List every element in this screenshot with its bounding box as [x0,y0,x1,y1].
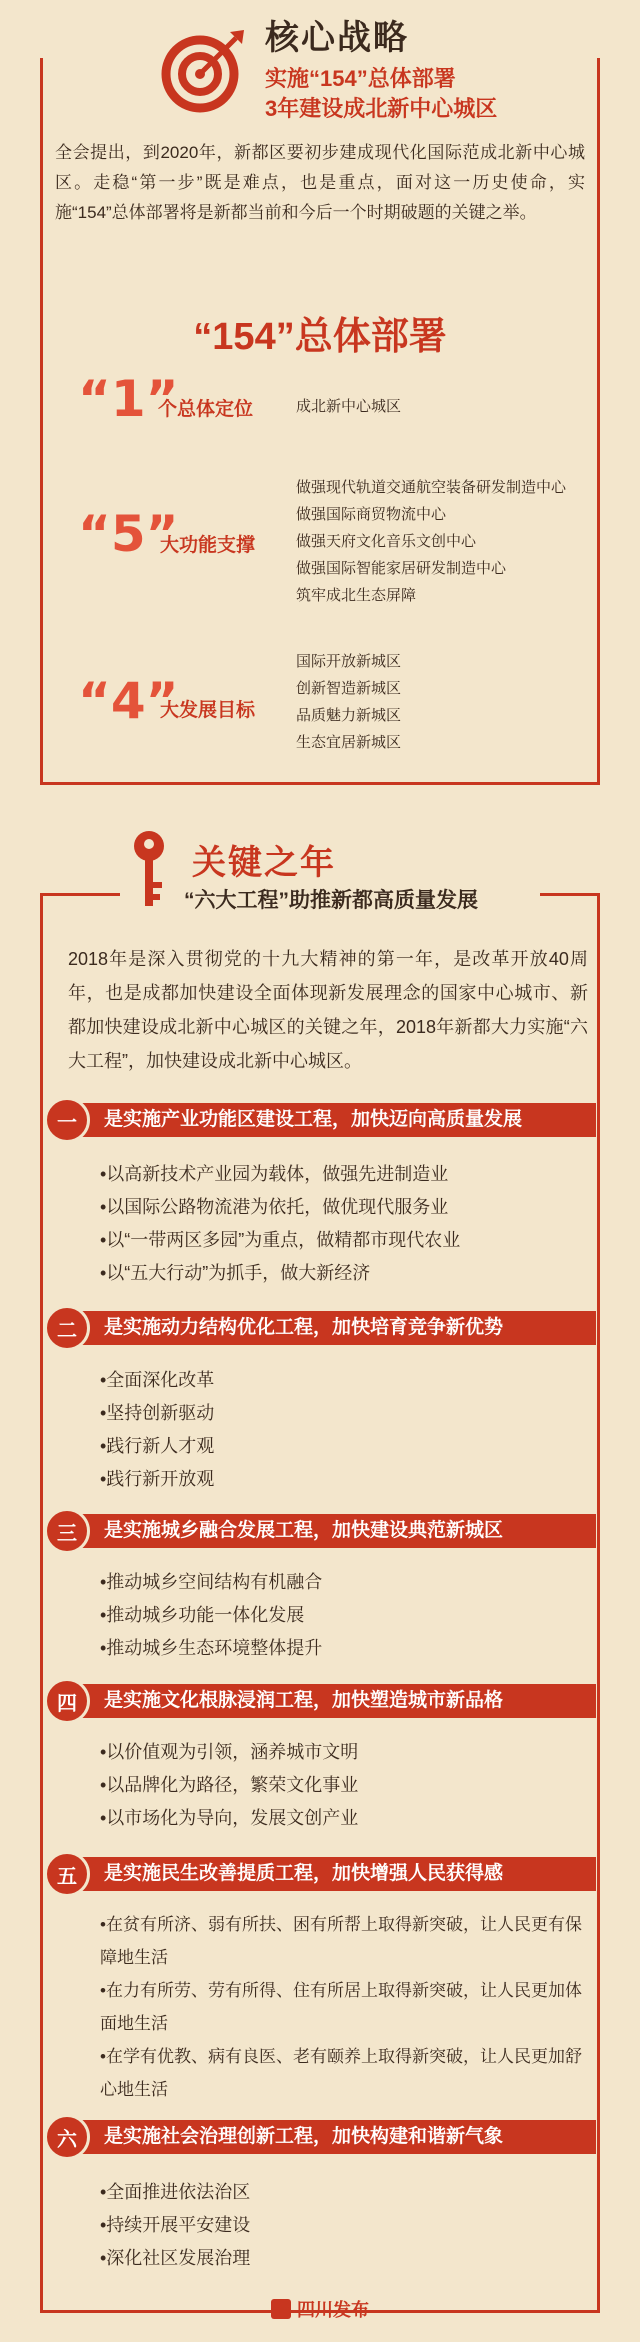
project-header [44,1682,596,1720]
project-header [44,1101,596,1139]
project-bullets [100,1566,590,1665]
list-item: •持续开展平安建设 [100,2215,251,2235]
list-item: •以“五大行动”为抓手，做大新经济 [100,1263,371,1283]
project-header [44,1512,596,1550]
project-number: 二 [44,1305,90,1351]
list-item: •全面推进依法治区 [100,2182,251,2202]
list-item: •以市场化为导向，发展文创产业 [100,1808,359,1828]
list-item: •推动城乡空间结构有机融合 [100,1572,323,1592]
group-number: “5” [78,505,179,563]
key-icon [132,830,166,910]
group-number: “1” [78,370,179,428]
brand-text: 四川发布 [297,2300,369,2320]
group-label: 大功能支撑 [160,535,256,556]
project-title: 是实施民生改善提质工程，加快增强人民获得感 [104,1863,504,1884]
list-item: •以国际公路物流港为依托，做优现代服务业 [100,1197,449,1217]
project-title: 是实施动力结构优化工程，加快培育竞争新优势 [104,1317,504,1338]
project-number: 六 [44,2114,90,2160]
list-item: •推动城乡功能一体化发展 [100,1605,305,1625]
list-item: 筑牢成北生态屏障 [296,587,417,604]
project-number: 四 [44,1678,90,1724]
list-item: •深化社区发展治理 [100,2248,251,2268]
list-item: 做强国际商贸物流中心 [296,506,447,523]
brand-logo-icon [271,2299,291,2319]
project-number: 一 [44,1097,90,1143]
section1-title: 核心战略 [265,19,409,57]
section1-intro: 全会提出，到2020年，新都区要初步建成现代化国际范成北新中心城区。走稳“第一步”既是难点，也是重点，面对这一历史使命，实施“154”总体部署将是新都当前和今后一个时期破题的关键之举。 [55,143,585,222]
list-item: •践行新人才观 [100,1436,215,1456]
footer-brand [0,2296,640,2322]
project-header [44,1855,596,1893]
project-title: 是实施社会治理创新工程，加快构建和谐新气象 [104,2126,504,2147]
list-item: •以“一带两区多园”为重点，做精都市现代农业 [100,1230,461,1250]
list-item: 做强天府文化音乐文创中心 [296,533,477,550]
list-item: •以高新技术产业园为载体，做强先进制造业 [100,1164,449,1184]
target-icon [160,28,246,114]
section1-subtitle-1: 实施“154”总体部署 [265,66,456,91]
section2-intro: 2018年是深入贯彻党的十九大精神的第一年，是改革开放40周年，也是成都加快建设全面体现新发展理念的国家中心城市、新都加快建设成北新中心城区的关键之年，2018年新都大力实施“六大工程”，加快建设成北新中心城区。 [68,949,588,1071]
group-items [296,393,401,420]
list-item: •在力有所劳、劳有所得、住有所居上取得新突破，让人民更加体面地生活 [100,1981,582,2033]
project-header [44,1309,596,1347]
list-item: 国际开放新城区 [296,653,402,670]
plan-154-title: “154”总体部署 [193,316,447,358]
project-header [44,2118,596,2156]
project-number: 三 [44,1508,90,1554]
list-item: 品质魅力新城区 [296,707,402,724]
project-title: 是实施城乡融合发展工程，加快建设典范新城区 [104,1520,504,1541]
group-items [296,474,566,609]
project-bullets [100,1908,590,2106]
list-item: •在学有优教、病有良医、老有颐养上取得新突破，让人民更加舒心地生活 [100,2047,582,2099]
project-bullets [100,1364,590,1496]
group-label: 个总体定位 [158,399,254,420]
list-item: •践行新开放观 [100,1469,215,1489]
list-item: •以价值观为引领，涵养城市文明 [100,1742,359,1762]
list-item: •推动城乡生态环境整体提升 [100,1638,323,1658]
list-item: 成北新中心城区 [296,398,402,415]
list-item: •以品牌化为路径，繁荣文化事业 [100,1775,359,1795]
list-item: •坚持创新驱动 [100,1403,215,1423]
list-item: 做强国际智能家居研发制造中心 [296,560,507,577]
section2-subtitle: “六大工程”助推新都高质量发展 [184,889,478,912]
group-number: “4” [78,672,179,730]
list-item: 生态宜居新城区 [296,734,402,751]
list-item: 做强现代轨道交通航空装备研发制造中心 [296,479,567,496]
project-number: 五 [44,1851,90,1897]
project-title: 是实施文化根脉浸润工程，加快塑造城市新品格 [104,1690,504,1711]
project-title: 是实施产业功能区建设工程，加快迈向高质量发展 [104,1109,523,1130]
section2-title: 关键之年 [192,844,336,882]
list-item: •全面深化改革 [100,1370,215,1390]
list-item: 创新智造新城区 [296,680,402,697]
group-label: 大发展目标 [160,700,256,721]
project-bullets [100,2176,590,2275]
list-item: •在贫有所济、弱有所扶、困有所帮上取得新突破，让人民更有保障地生活 [100,1915,582,1967]
project-bullets [100,1158,590,1290]
project-bullets [100,1736,590,1835]
group-items [296,648,401,756]
section1-subtitle-2: 3年建设成北新中心城区 [265,96,498,121]
